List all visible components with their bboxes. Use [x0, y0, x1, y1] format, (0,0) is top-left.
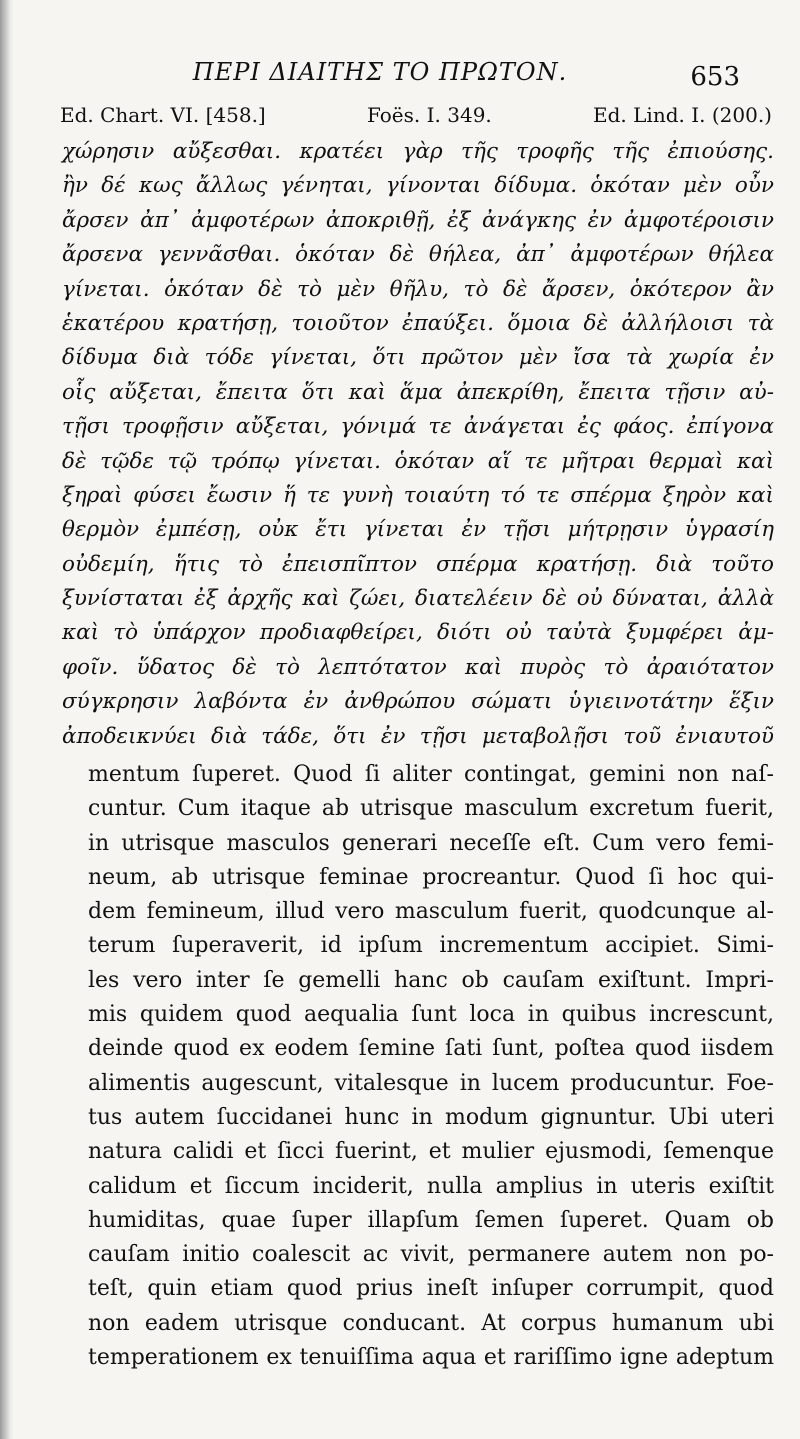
- page-header: [60, 58, 740, 98]
- greek-text-line: οὐδεμίη, ἥτις τὸ ἐπεισπῖπτον σπέρμα κρατήσῃ. διὰ τοῦτο: [62, 551, 774, 577]
- latin-text-line: dem femineum, illud vero masculum fuerit, quodcunque al-: [88, 899, 774, 925]
- latin-text-line: teſt, quin etiam quod prius ineſt inſuper corrumpit, quod: [88, 1276, 774, 1302]
- latin-text-line: tus autem ſuccidanei hunc in modum gignuntur. Ubi uteri: [88, 1104, 774, 1130]
- latin-text-line: in utrisque masculos generari neceſſe eſt. Cum vero femi-: [88, 830, 774, 856]
- latin-text-line: temperationem ex tenuiſſima aqua et rariſſimo igne adeptum: [88, 1345, 774, 1371]
- latin-translation: [88, 758, 774, 1375]
- greek-text-line: ἀποδεικνύει διὰ τάδε, ὅτι ἐν τῇσι μεταβολῇσι τοῦ ἐνιαυτοῦ: [62, 723, 774, 749]
- latin-text-line: non eadem utrisque conducant. At corpus humanum ubi: [88, 1310, 774, 1336]
- edition-lind-ref: Ed. Lind. I. (200.): [593, 103, 772, 127]
- latin-text-line: cauſam initio coalescit ac vivit, permanere autem non po-: [88, 1242, 774, 1268]
- greek-text-line: ξυνίσταται ἐξ ἀρχῆς καὶ ζώει, διατελέειν δὲ οὐ δύναται, ἀλλὰ: [62, 586, 774, 612]
- latin-text-line: cuntur. Cum itaque ab utrisque masculum excretum fuerit,: [88, 796, 774, 822]
- latin-text-line: alimentis augescunt, vitalesque in lucem producuntur. Foe-: [88, 1070, 774, 1096]
- edition-chart-ref: Ed. Chart. VI. [458.]: [60, 103, 266, 127]
- greek-text-line: σύγκρησιν λαβόντα ἐν ἀνθρώπου σώματι ὑγιεινοτάτην ἕξιν: [62, 689, 774, 715]
- latin-text-line: humiditas, quae ſuper illapſum ſemen ſuperet. Quam ob: [88, 1207, 774, 1233]
- greek-text: [62, 135, 774, 754]
- greek-text-line: ἄρσενα γεννᾶσθαι. ὁκόταν δὲ θήλεα, ἀπ᾽ ἀμφοτέρων θήλεα: [62, 242, 774, 268]
- greek-text-line: ἄρσεν ἀπ᾽ ἀμφοτέρων ἀποκριθῇ, ἐξ ἀνάγκης ἐν ἀμφοτέροισιν: [62, 207, 774, 233]
- latin-text-line: natura calidi et ſicci fuerint, et mulier ejusmodi, ſemenque: [88, 1139, 774, 1165]
- greek-text-line: τῇσι τροφῇσιν αὔξεται, γόνιμά τε ἀνάγεται ἐς φάος. ἐπίγονα: [62, 414, 774, 440]
- greek-text-line: δὲ τῷδε τῷ τρόπῳ γίνεται. ὁκόταν αἵ τε μῆτραι θερμαὶ καὶ: [62, 448, 774, 474]
- greek-text-line: καὶ τὸ ὑπάρχον προδιαφθείρει, διότι οὐ ταὐτὰ ξυμφέρει ἀμ-: [62, 620, 774, 646]
- latin-text-line: terum ſuperaverit, id ipſum incrementum accipiet. Simi-: [88, 933, 774, 959]
- edition-references: [60, 103, 772, 127]
- latin-text-line: neum, ab utrisque feminae procreantur. Quod ſi hoc qui-: [88, 864, 774, 890]
- greek-text-line: δίδυμα διὰ τόδε γίνεται, ὅτι πρῶτον μὲν ἴσα τὰ χωρία ἐν: [62, 345, 774, 371]
- latin-text-line: deinde quod ex eodem ſemine ſati ſunt, poſtea quod iisdem: [88, 1036, 774, 1062]
- gutter-shadow: [0, 0, 14, 1439]
- greek-text-line: οἷς αὔξεται, ἔπειτα ὅτι καὶ ἅμα ἀπεκρίθη, ἔπειτα τῇσιν αὐ-: [62, 379, 774, 405]
- running-title: ΠΕΡΙ ΔΙΑΙΤΗΣ ΤΟ ΠΡΩΤΟΝ.: [192, 58, 568, 86]
- greek-text-line: γίνεται. ὁκόταν δὲ τὸ μὲν θῆλυ, τὸ δὲ ἄρσεν, ὁκότερον ἂν: [62, 276, 774, 302]
- page-number: 653: [690, 62, 740, 92]
- greek-text-line: φοῖν. ὕδατος δὲ τὸ λεπτότατον καὶ πυρὸς τὸ ἀραιότατον: [62, 654, 774, 680]
- greek-text-line: θερμὸν ἐμπέσῃ, οὐκ ἔτι γίνεται ἐν τῇσι μήτρῃσιν ὑγρασίη: [62, 517, 774, 543]
- edition-foes-ref: Foës. I. 349.: [366, 103, 492, 127]
- latin-text-line: les vero inter ſe gemelli hanc ob cauſam exiſtunt. Impri-: [88, 967, 774, 993]
- greek-text-line: χώρησιν αὔξεσθαι. κρατέει γὰρ τῆς τροφῆς τῆς ἐπιούσης.: [62, 139, 774, 164]
- greek-text-line: ἑκατέρου κρατήσῃ, τοιοῦτον ἐπαύξει. ὅμοια δὲ ἀλλήλοισι τὰ: [62, 310, 774, 336]
- greek-text-line: ξηραὶ φύσει ἔωσιν ἥ τε γυνὴ τοιαύτη τό τε σπέρμα ξηρὸν καὶ: [62, 482, 774, 508]
- latin-text-line: mentum ſuperet. Quod ſi aliter contingat, gemini non naſ-: [88, 762, 774, 787]
- greek-text-line: ἢν δέ κως ἄλλως γένηται, γίνονται δίδυμα. ὁκόταν μὲν οὖν: [62, 173, 774, 199]
- latin-text-line: mis quidem quod aequalia ſunt loca in quibus increscunt,: [88, 1002, 774, 1028]
- latin-text-line: calidum et ſiccum inciderit, nulla amplius in uteris exiſtit: [88, 1173, 774, 1199]
